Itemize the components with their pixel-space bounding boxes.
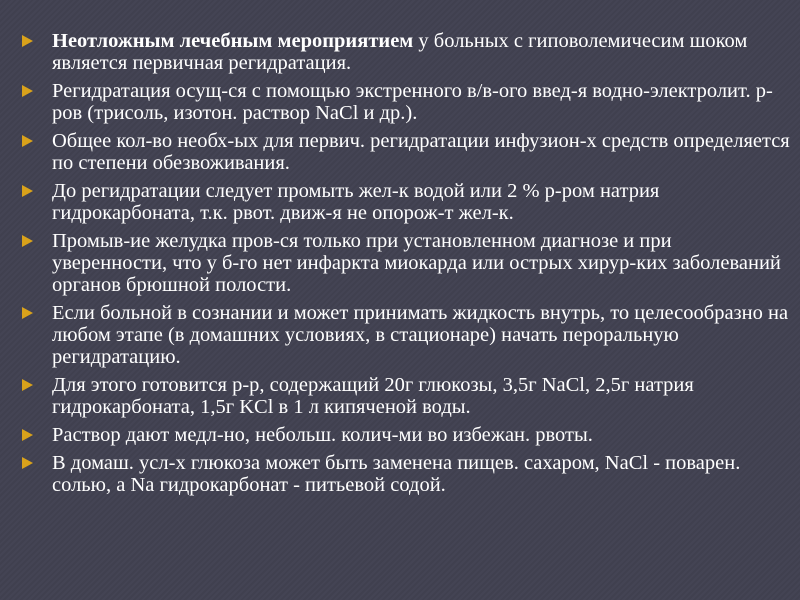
- arrow-bullet-icon: [22, 135, 33, 147]
- bullet-item: [20, 302, 790, 368]
- arrow-bullet-icon: [22, 379, 33, 391]
- bullet-text: Для этого готовится р-р, содержащий 20г глюкозы, 3,5г NaCl, 2,5г натрия гидрокарбоната, 1,5г KCl в 1 л кипяченой воды.: [52, 374, 694, 418]
- bullet-item: [20, 80, 790, 124]
- arrow-bullet-icon: [22, 457, 33, 469]
- bullet-text: В домаш. усл-х глюкоза может быть заменена пищев. сахаром, NaCl - поварен. солью, а Na гидрокарбонат - питьевой содой.: [52, 452, 741, 496]
- bullet-item: [20, 130, 790, 174]
- arrow-bullet-icon: [22, 85, 33, 97]
- bullet-text: Раствор дают медл-но, небольш. колич-ми во избежан. рвоты.: [52, 424, 593, 446]
- bullet-text: Общее кол-во необх-ых для первич. регидратации инфузион-х средств определяется по степени обезвоживания.: [52, 130, 790, 174]
- bullet-text: До регидратации следует промыть жел-к водой или 2 % р-ром натрия гидрокарбоната, т.к. рвот. движ-я не опорож-т жел-к.: [52, 180, 660, 224]
- bullet-item: [20, 452, 790, 496]
- bullet-item: [20, 230, 790, 296]
- bullet-text: Регидратация осущ-ся с помощью экстренного в/в-ого введ-я водно-электролит. р-ров (трисоль, изотон. раствор NaCl и др.).: [52, 80, 773, 124]
- bullet-list: [20, 30, 790, 502]
- arrow-bullet-icon: [22, 35, 33, 47]
- bullet-text: Промыв-ие желудка пров-ся только при установленном диагнозе и при уверенности, что у б-го нет инфаркта миокарда или острых хирур-ких заболеваний органов брюшной полости.: [52, 230, 781, 296]
- bullet-text: Если больной в сознании и может принимать жидкость внутрь, то целесообразно на любом этапе (в домашних условиях, в стационаре) начать пероральную регидратацию.: [52, 302, 789, 368]
- bullet-text: у больных с гиповолемичесим шоком является первичная регидратация.: [52, 30, 748, 74]
- bullet-item: [20, 30, 790, 74]
- arrow-bullet-icon: [22, 429, 33, 441]
- bullet-item: [20, 180, 790, 224]
- bullet-item: [20, 374, 790, 418]
- arrow-bullet-icon: [22, 307, 33, 319]
- arrow-bullet-icon: [22, 185, 33, 197]
- bullet-bold-text: Неотложным лечебным мероприятием: [52, 30, 414, 52]
- arrow-bullet-icon: [22, 235, 33, 247]
- bullet-item: [20, 424, 790, 446]
